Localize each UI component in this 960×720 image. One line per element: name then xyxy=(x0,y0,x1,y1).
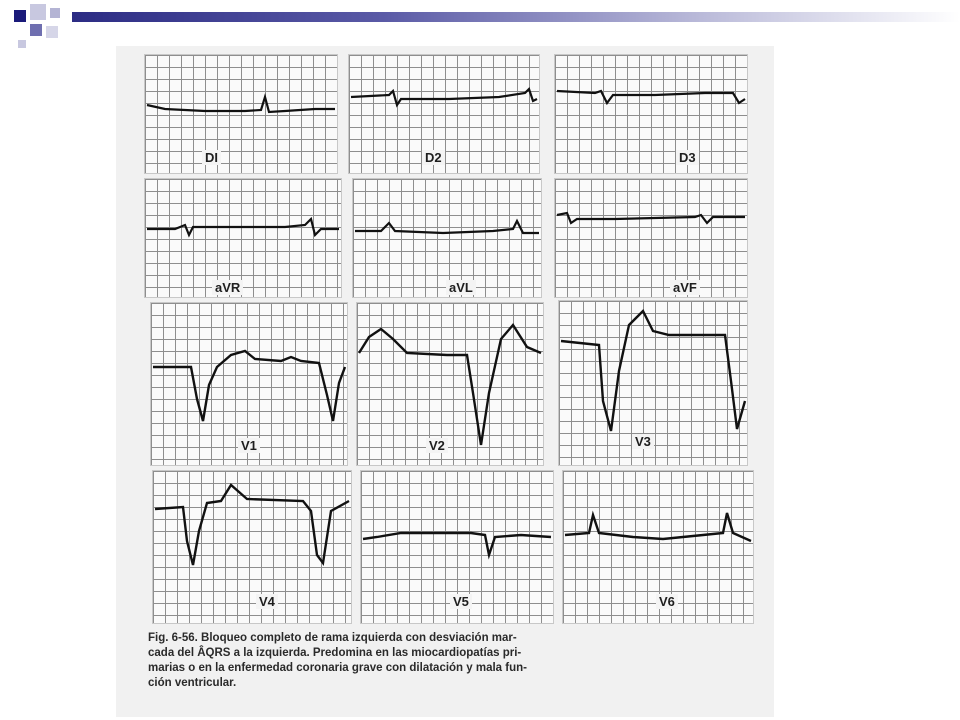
lead-label-DI: DI xyxy=(202,150,221,165)
lead-label-aVL: aVL xyxy=(446,280,476,295)
lead-label-aVR: aVR xyxy=(212,280,243,295)
figure-caption xyxy=(148,631,748,691)
ecg-figure xyxy=(116,46,774,717)
corner-square-bottom xyxy=(18,40,26,48)
ecg-trace-V2 xyxy=(359,325,541,445)
ecg-panel-V2 xyxy=(356,302,544,466)
ecg-trace-V5 xyxy=(363,533,551,555)
ecg-trace-DI xyxy=(147,97,335,112)
lead-label-V2: V2 xyxy=(426,438,448,453)
lead-label-V6: V6 xyxy=(656,594,678,609)
ecg-trace-V4 xyxy=(155,485,349,565)
ecg-trace-V3 xyxy=(561,311,745,431)
ecg-trace-D2 xyxy=(351,89,537,105)
lead-label-D2: D2 xyxy=(422,150,445,165)
corner-square-dark xyxy=(14,10,26,22)
lead-label-V4: V4 xyxy=(256,594,278,609)
ecg-trace-V6 xyxy=(565,513,751,541)
ecg-trace-aVL xyxy=(355,221,539,233)
caption-line-2: cada del ÂQRS a la izquierda. Predomina en las miocardiopatías pri- xyxy=(148,647,522,659)
corner-square-light xyxy=(30,4,46,20)
ecg-trace-D3 xyxy=(557,91,745,103)
lead-label-V5: V5 xyxy=(450,594,472,609)
corner-square-pale xyxy=(46,26,58,38)
corner-square-small xyxy=(50,8,60,18)
title-gradient-bar xyxy=(72,12,960,22)
caption-line-4: ción ventricular. xyxy=(148,677,237,689)
ecg-trace-V1 xyxy=(153,351,345,421)
lead-label-V3: V3 xyxy=(632,434,654,449)
ecg-panel-aVF xyxy=(554,178,748,298)
ecg-trace-aVR xyxy=(147,219,339,235)
ecg-panel-D3 xyxy=(554,54,748,174)
ecg-panel-V4 xyxy=(152,470,352,624)
caption-line-1: Fig. 6-56. Bloqueo completo de rama izquierda con desviación mar- xyxy=(148,632,517,644)
caption-line-3: marias o en la enfermedad coronaria grave con dilatación y mala fun- xyxy=(148,662,527,674)
lead-label-D3: D3 xyxy=(676,150,699,165)
ecg-panel-DI xyxy=(144,54,338,174)
ecg-trace-aVF xyxy=(557,213,745,223)
corner-square-mid xyxy=(30,24,42,36)
lead-label-V1: V1 xyxy=(238,438,260,453)
lead-label-aVF: aVF xyxy=(670,280,700,295)
